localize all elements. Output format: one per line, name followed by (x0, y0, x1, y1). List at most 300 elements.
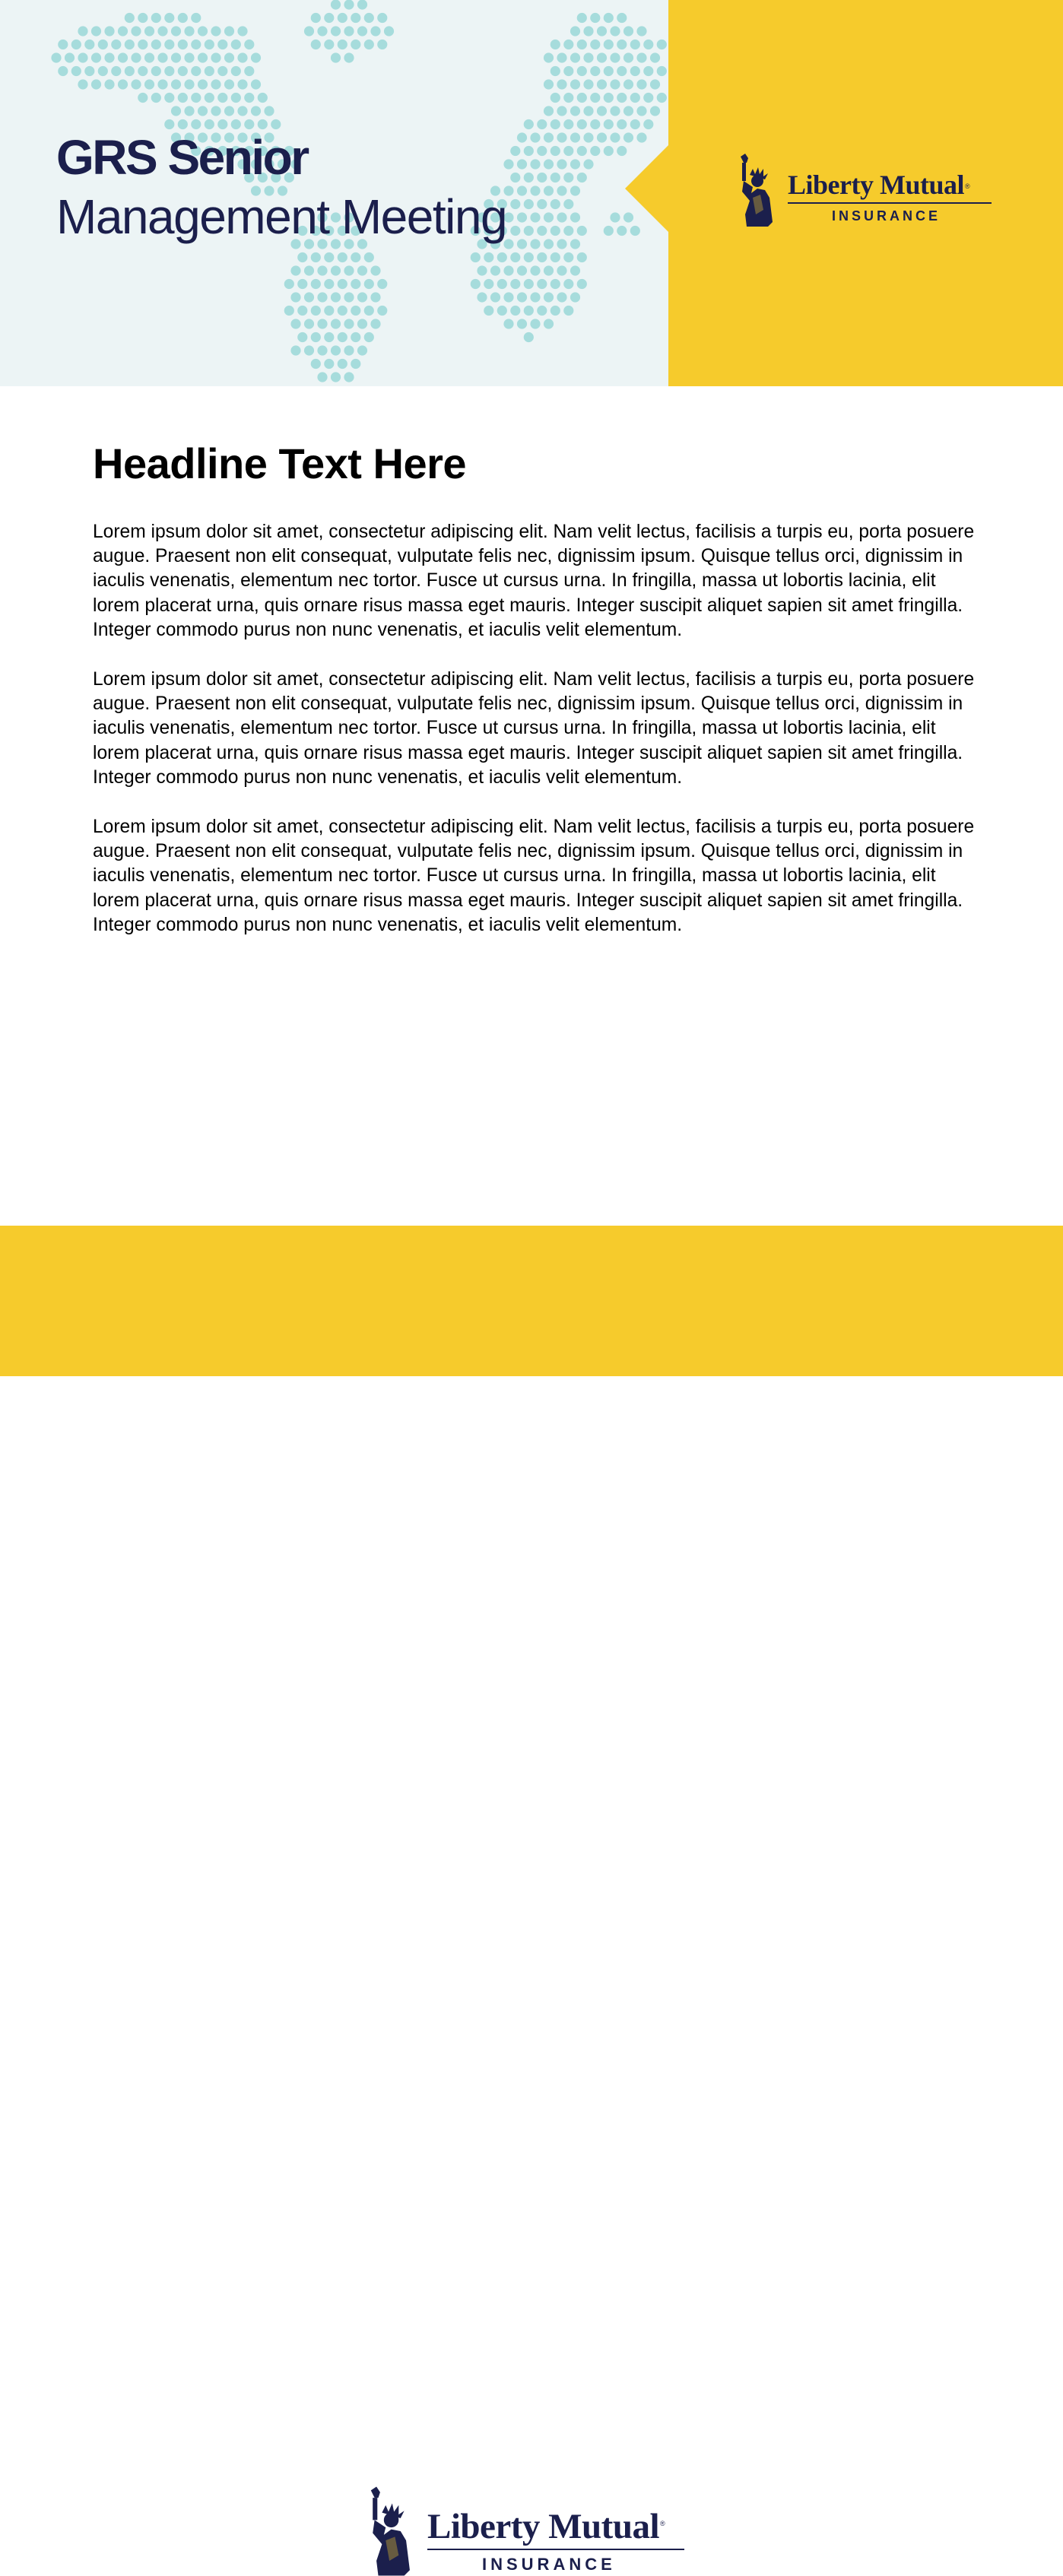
map-dot (517, 159, 527, 169)
map-dot (344, 372, 354, 382)
map-dot (597, 106, 607, 116)
map-dot (590, 93, 600, 103)
map-dot (604, 93, 614, 103)
map-dot (290, 319, 300, 328)
map-dot (364, 306, 374, 316)
map-dot (630, 40, 640, 49)
map-dot (104, 26, 114, 36)
logo-subtitle: INSURANCE (832, 208, 941, 224)
map-dot (118, 26, 128, 36)
map-dot (297, 332, 307, 342)
map-dot (351, 40, 360, 49)
map-dot (297, 279, 307, 289)
map-dot (636, 52, 646, 62)
map-dot (311, 332, 321, 342)
map-dot (331, 0, 341, 10)
map-dot (231, 66, 241, 76)
map-dot (517, 132, 527, 142)
map-dot (583, 79, 593, 89)
map-dot (557, 52, 566, 62)
map-dot (224, 106, 234, 116)
map-dot (304, 265, 314, 275)
map-dot (557, 265, 566, 275)
map-dot (530, 186, 540, 195)
map-dot (563, 93, 573, 103)
header-arrow-notch (625, 144, 669, 233)
map-dot (604, 119, 614, 129)
map-dot (164, 66, 174, 76)
map-dot (557, 212, 566, 222)
map-dot (537, 173, 547, 182)
map-dot (524, 199, 534, 209)
map-dot (78, 26, 87, 36)
map-dot (604, 226, 614, 236)
map-dot (84, 40, 94, 49)
map-dot (251, 52, 261, 62)
map-dot (557, 132, 566, 142)
map-dot (331, 52, 341, 62)
map-dot (184, 79, 194, 89)
map-dot (364, 13, 374, 23)
map-dot (338, 40, 347, 49)
map-dot (544, 79, 554, 89)
map-dot (351, 332, 360, 342)
map-dot (231, 93, 241, 103)
map-dot (357, 292, 367, 302)
map-dot (577, 66, 587, 76)
map-dot (524, 332, 534, 342)
map-dot (304, 292, 314, 302)
map-dot (331, 319, 341, 328)
map-dot (351, 252, 360, 262)
map-dot (583, 106, 593, 116)
map-dot (84, 66, 94, 76)
map-dot (138, 40, 148, 49)
map-dot (338, 13, 347, 23)
map-dot (357, 345, 367, 355)
map-dot (178, 40, 188, 49)
map-dot (471, 252, 481, 262)
map-dot (563, 173, 573, 182)
map-dot (237, 106, 247, 116)
map-dot (231, 40, 241, 49)
map-dot (151, 40, 161, 49)
map-dot (290, 345, 300, 355)
map-dot (58, 40, 68, 49)
map-dot (157, 52, 167, 62)
map-dot (324, 359, 334, 369)
map-dot (138, 93, 148, 103)
map-dot (557, 159, 566, 169)
map-dot (583, 159, 593, 169)
map-dot (563, 119, 573, 129)
map-dot (636, 132, 646, 142)
map-dot (237, 79, 247, 89)
map-dot (125, 13, 135, 23)
liberty-mutual-logo-header (735, 154, 1001, 227)
map-dot (597, 132, 607, 142)
map-dot (524, 146, 534, 156)
map-dot (570, 79, 580, 89)
map-dot (590, 40, 600, 49)
map-dot (617, 119, 627, 129)
map-dot (244, 66, 254, 76)
map-dot (304, 345, 314, 355)
map-dot (650, 79, 660, 89)
map-dot (604, 40, 614, 49)
map-dot (484, 306, 493, 316)
map-dot (557, 239, 566, 249)
map-dot (198, 26, 208, 36)
map-dot (317, 265, 327, 275)
map-dot (91, 79, 101, 89)
map-dot (125, 40, 135, 49)
map-dot (324, 279, 334, 289)
map-dot (524, 119, 534, 129)
map-dot (91, 26, 101, 36)
map-dot (58, 66, 68, 76)
map-dot (331, 292, 341, 302)
map-dot (610, 106, 620, 116)
map-dot (331, 372, 341, 382)
map-dot (530, 212, 540, 222)
logo-name: Liberty Mutual® (427, 2507, 665, 2546)
map-dot (144, 79, 154, 89)
map-dot (351, 13, 360, 23)
map-dot (517, 292, 527, 302)
map-dot (604, 66, 614, 76)
map-dot (570, 265, 580, 275)
map-dot (344, 345, 354, 355)
map-dot (484, 252, 493, 262)
map-dot (551, 119, 560, 129)
map-dot (377, 13, 387, 23)
map-dot (551, 306, 560, 316)
map-dot (510, 306, 520, 316)
map-dot (324, 40, 334, 49)
map-dot (364, 332, 374, 342)
map-dot (317, 372, 327, 382)
map-dot (118, 52, 128, 62)
map-dot (544, 319, 554, 328)
map-dot (510, 226, 520, 236)
map-dot (577, 40, 587, 49)
map-dot (570, 106, 580, 116)
map-dot (537, 146, 547, 156)
map-dot (524, 279, 534, 289)
map-dot (524, 306, 534, 316)
map-dot (331, 345, 341, 355)
map-dot (104, 52, 114, 62)
map-dot (530, 265, 540, 275)
map-dot (577, 226, 587, 236)
map-dot (384, 26, 394, 36)
map-dot (643, 66, 653, 76)
map-dot (551, 199, 560, 209)
map-dot (338, 306, 347, 316)
map-dot (537, 279, 547, 289)
map-dot (590, 13, 600, 23)
map-dot (630, 66, 640, 76)
event-title-line1: GRS Senior (56, 130, 308, 185)
map-dot (284, 306, 294, 316)
map-dot (370, 319, 380, 328)
map-dot (178, 66, 188, 76)
map-dot (164, 93, 174, 103)
map-dot (570, 26, 580, 36)
map-dot (604, 146, 614, 156)
map-dot (563, 226, 573, 236)
map-dot (311, 252, 321, 262)
map-dot (657, 40, 667, 49)
map-dot (217, 66, 227, 76)
map-dot (131, 52, 141, 62)
map-dot (370, 26, 380, 36)
map-dot (517, 265, 527, 275)
statue-of-liberty-icon (735, 154, 783, 227)
map-dot (570, 186, 580, 195)
map-dot (557, 186, 566, 195)
map-dot (590, 146, 600, 156)
map-dot (164, 13, 174, 23)
map-dot (178, 93, 188, 103)
map-dot (311, 279, 321, 289)
map-dot (164, 40, 174, 49)
map-dot (643, 40, 653, 49)
map-dot (338, 252, 347, 262)
map-dot (544, 159, 554, 169)
map-dot (563, 66, 573, 76)
map-dot (510, 252, 520, 262)
map-dot (577, 119, 587, 129)
event-title (56, 128, 506, 246)
map-dot (577, 279, 587, 289)
map-dot (537, 226, 547, 236)
map-dot (157, 79, 167, 89)
map-dot (630, 93, 640, 103)
map-dot (111, 40, 121, 49)
map-dot (344, 292, 354, 302)
map-dot (477, 292, 487, 302)
map-dot (617, 40, 627, 49)
map-dot (198, 79, 208, 89)
map-dot (184, 26, 194, 36)
body-paragraph-2: Lorem ipsum dolor sit amet, consectetur adipiscing elit. Nam velit lectus, facilisis a turpis eu, porta posuere augue. Praesent non elit consequat, vulputate felis nec, dignissim ipsum. Quisque tellus orci, dignissim in iaculis venenatis, elementum nec tortor. Fusce ut cursus urna. In fringilla, massa ut lobortis lacinia, elit lorem placerat urna, quis ornare risus massa eget mauris. Integer suscipit aliquet sapien sit amet fringilla. Integer commodo purus non nunc venenatis, et iaculis velit elementum. (93, 669, 975, 788)
map-dot (471, 279, 481, 289)
map-dot (563, 199, 573, 209)
map-dot (563, 279, 573, 289)
map-dot (544, 265, 554, 275)
map-dot (557, 292, 566, 302)
map-dot (351, 279, 360, 289)
map-dot (324, 13, 334, 23)
map-dot (191, 93, 201, 103)
map-dot (304, 26, 314, 36)
map-dot (524, 173, 534, 182)
map-dot (191, 40, 201, 49)
map-dot (297, 252, 307, 262)
map-dot (590, 66, 600, 76)
map-dot (377, 40, 387, 49)
map-dot (338, 359, 347, 369)
map-dot (577, 252, 587, 262)
map-dot (224, 26, 234, 36)
map-dot (636, 79, 646, 89)
map-dot (338, 332, 347, 342)
map-dot (290, 265, 300, 275)
liberty-mutual-logo-footer (363, 2486, 692, 2576)
map-dot (151, 66, 161, 76)
map-dot (344, 0, 354, 10)
map-dot (604, 13, 614, 23)
map-dot (537, 306, 547, 316)
map-dot (617, 13, 627, 23)
map-dot (251, 106, 261, 116)
map-dot (324, 252, 334, 262)
map-dot (344, 52, 354, 62)
map-dot (178, 13, 188, 23)
map-dot (311, 359, 321, 369)
map-dot (211, 106, 221, 116)
map-dot (551, 40, 560, 49)
map-dot (597, 26, 607, 36)
map-dot (205, 40, 214, 49)
map-dot (364, 40, 374, 49)
map-dot (104, 79, 114, 89)
map-dot (563, 40, 573, 49)
logo-subtitle: INSURANCE (482, 2555, 616, 2574)
map-dot (517, 239, 527, 249)
footer-banner (0, 1226, 1063, 2574)
map-dot (198, 52, 208, 62)
map-dot (551, 173, 560, 182)
map-dot (624, 132, 633, 142)
map-dot (537, 252, 547, 262)
map-dot (290, 292, 300, 302)
map-dot (364, 252, 374, 262)
map-dot (551, 146, 560, 156)
map-dot (338, 279, 347, 289)
map-dot (357, 265, 367, 275)
map-dot (537, 119, 547, 129)
map-dot (71, 66, 81, 76)
map-dot (636, 106, 646, 116)
map-dot (211, 79, 221, 89)
map-dot (557, 106, 566, 116)
map-dot (51, 52, 61, 62)
map-dot (244, 40, 254, 49)
map-dot (624, 26, 633, 36)
map-dot (530, 239, 540, 249)
map-dot (583, 132, 593, 142)
map-dot (551, 66, 560, 76)
map-dot (317, 345, 327, 355)
map-dot (636, 26, 646, 36)
map-dot (570, 132, 580, 142)
map-dot (98, 66, 108, 76)
map-dot (563, 146, 573, 156)
map-dot (577, 146, 587, 156)
map-dot (258, 93, 268, 103)
header-map-panel (0, 0, 668, 386)
map-dot (510, 199, 520, 209)
map-dot (643, 119, 653, 129)
map-dot (311, 40, 321, 49)
map-dot (583, 52, 593, 62)
map-dot (577, 93, 587, 103)
map-dot (544, 132, 554, 142)
map-dot (331, 26, 341, 36)
map-dot (570, 159, 580, 169)
map-dot (597, 79, 607, 89)
map-dot (583, 26, 593, 36)
map-dot (217, 93, 227, 103)
logo-rule (788, 202, 992, 204)
map-dot (577, 173, 587, 182)
map-dot (544, 186, 554, 195)
map-dot (251, 79, 261, 89)
map-dot (377, 306, 387, 316)
map-dot (477, 265, 487, 275)
map-dot (610, 26, 620, 36)
map-dot (65, 52, 75, 62)
map-dot (357, 26, 367, 36)
map-dot (551, 279, 560, 289)
map-dot (544, 106, 554, 116)
map-dot (304, 319, 314, 328)
map-dot (317, 26, 327, 36)
map-dot (344, 26, 354, 36)
map-dot (324, 332, 334, 342)
headline: Headline Text Here (93, 439, 467, 487)
map-dot (111, 66, 121, 76)
map-dot (570, 292, 580, 302)
map-dot (205, 93, 214, 103)
map-dot (610, 52, 620, 62)
map-dot (237, 26, 247, 36)
map-dot (211, 52, 221, 62)
map-dot (184, 52, 194, 62)
map-dot (503, 265, 513, 275)
map-dot (510, 279, 520, 289)
map-dot (530, 319, 540, 328)
map-dot (537, 199, 547, 209)
body-paragraph-1: Lorem ipsum dolor sit amet, consectetur adipiscing elit. Nam velit lectus, facilisis a turpis eu, porta posuere augue. Praesent non elit consequat, vulputate felis nec, dignissim ipsum. Quisque tellus orci, dignissim in iaculis venenatis, elementum nec tortor. Fusce ut cursus urna. In fringilla, massa ut lobortis lacinia, elit lorem placerat urna, quis ornare risus massa eget mauris. Integer suscipit aliquet sapien sit amet fringilla. Integer commodo purus non nunc venenatis, et iaculis velit elementum. (93, 522, 975, 640)
map-dot (357, 0, 367, 10)
map-dot (311, 13, 321, 23)
map-dot (370, 265, 380, 275)
map-dot (657, 93, 667, 103)
map-dot (503, 319, 513, 328)
map-dot (171, 26, 181, 36)
map-dot (490, 265, 500, 275)
map-dot (544, 212, 554, 222)
map-dot (198, 106, 208, 116)
map-dot (324, 306, 334, 316)
map-dot (657, 66, 667, 76)
map-dot (138, 13, 148, 23)
map-dot (517, 319, 527, 328)
map-dot (510, 146, 520, 156)
map-dot (171, 79, 181, 89)
map-dot (351, 359, 360, 369)
header-banner (0, 0, 1063, 386)
map-dot (244, 93, 254, 103)
map-dot (118, 79, 128, 89)
map-dot (624, 52, 633, 62)
map-dot (144, 52, 154, 62)
map-dot (530, 292, 540, 302)
